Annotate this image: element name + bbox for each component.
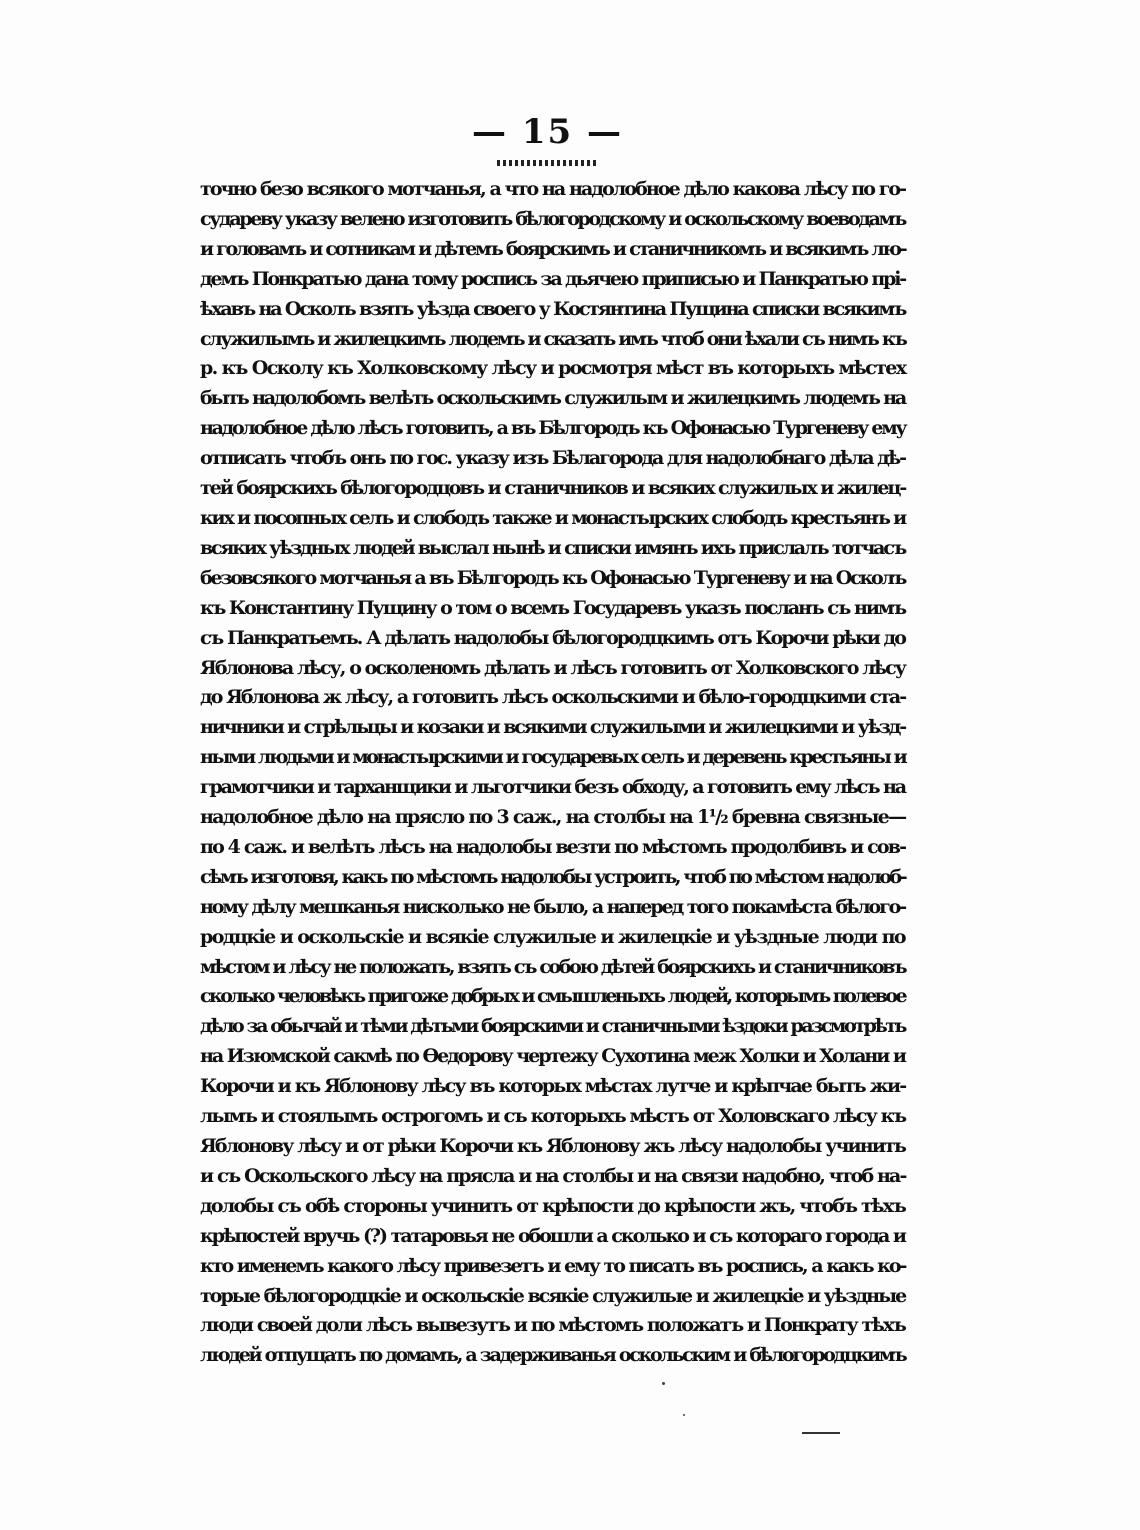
text-line: отписать чтобъ онъ по гос. указу изъ Бѣлагорода для надолобнаго дѣла дѣ- <box>200 447 905 470</box>
page-number-ornament <box>497 160 597 166</box>
text-line: кто именемъ какого лѣсу привезетъ и ему то писать въ роспись, а какъ ко- <box>200 1254 906 1277</box>
text-line: по 4 саж. и велѣть лѣсъ на надолобы везти по мѣстомъ продолбивъ и сов- <box>200 835 906 858</box>
text-line: дѣло за обычай и тѣми дѣтьми боярскими и станичными ѣздоки разсмотрѣть <box>200 1015 905 1038</box>
text-line: родцкіе и оскольскіе и всякіе служилые и жилецкіе и уѣздные люди по <box>200 925 905 948</box>
text-line: грамотчики и тарханщики и льготчики безъ обходу, а готовить ему лѣсъ на <box>200 776 905 799</box>
text-line: судареву указу велено изготовить бѣлогородскому и оскольскому воеводамъ <box>200 207 905 230</box>
text-line: быть надолобомъ велѣть оскольскимъ служилым и жилецкимъ людемъ на <box>200 387 905 410</box>
text-line: ничники и стрѣльцы и козаки и всякими служилыми и жилецкими и уѣзд- <box>200 716 906 739</box>
text-line: крѣпостей вручь (?) татаровья не обошли а сколько и съ котораго города и <box>200 1224 905 1247</box>
text-line: надолобное дѣло лѣсъ готовить, а въ Бѣлгородъ къ Офонасью Тургеневу ему <box>200 417 906 440</box>
body-text <box>200 175 905 1371</box>
text-line: лымъ и стоялымъ острогомъ и съ которыхъ мѣстъ от Холовскаго лѣсу къ <box>200 1105 906 1128</box>
text-line: Яблонову лѣсу и от рѣки Корочи къ Яблонову жъ лѣсу надолобы учинить <box>200 1135 905 1157</box>
text-line: люди своей доли лѣсъ вывезутъ и по мѣстомъ положатъ и Понкрату тѣхъ <box>200 1314 905 1337</box>
text-line: сколько человѣкъ пригоже добрых и смышленыхъ людей, которымъ полевое <box>200 985 905 1008</box>
text-line: на Изюмской сакмѣ по Ѳедорову чертежу Сухотина меж Холки и Холани и <box>200 1045 906 1068</box>
text-line: съ Панкратьемъ. А дѣлать надолобы бѣлогородцкимъ отъ Корочи рѣки до <box>200 626 905 649</box>
stray-mark <box>802 1432 840 1434</box>
text-line: Корочи и къ Яблонову лѣсу въ которых мѣстах лутче и крѣпчае быть жи- <box>200 1075 906 1098</box>
text-line: торые бѣлогородцкіе и оскольскіе всякіе служилые и жилецкіе и уѣздные <box>200 1284 906 1307</box>
text-line: ному дѣлу мешканья нисколько не было, а наперед того покамѣста бѣлого- <box>200 895 905 918</box>
text-line: сѣмъ изготовя, какъ по мѣстомъ надолобы устроить, чтоб по мѣстом надолоб- <box>200 865 906 888</box>
page-number: — 15 — <box>472 112 623 152</box>
text-line: тей боярскихъ бѣлогородцовъ и станичников и всяких служилых и жилец- <box>200 477 906 500</box>
text-line: къ Константину Пущину о том о всемъ Государевъ указъ посланъ съ нимъ <box>200 596 905 619</box>
text-line: Яблонова лѣсу, о осколеномъ дѣлать и лѣсъ готовить от Холковского лѣсу <box>200 656 906 679</box>
text-line: ными людьми и монастырскими и государевых селъ и деревень крестьяны и <box>200 746 906 769</box>
stray-dot <box>683 1414 685 1416</box>
text-line: ких и посопных селъ и слободъ также и монастырских слободъ крестьянъ и <box>200 506 906 529</box>
text-line: и съ Оскольского лѣсу на прясла и на столбы и на связи надобно, чтоб на- <box>200 1164 906 1187</box>
text-line: долобы съ обѣ стороны учинить от крѣпости до крѣпости жъ, чтобъ тѣхъ <box>200 1194 906 1217</box>
text-line: демъ Понкратью дана тому роспись за дьячею приписью и Панкратью прі- <box>200 267 906 290</box>
text-line: людей отпущать по домамъ, а задерживанья оскольским и бѣлогородцкимъ <box>200 1344 906 1367</box>
text-line: мѣстом и лѣсу не положать, взять съ собою дѣтей боярскихъ и станичниковъ <box>200 955 906 978</box>
text-line: служилымъ и жилецкимъ людемъ и сказать имъ чтоб они ѣхали съ нимъ къ <box>200 327 906 350</box>
text-line: ѣхавъ на Осколъ взять уѣзда своего у Костянтина Пущина списки всякимъ <box>200 297 906 320</box>
stray-dot <box>662 1382 665 1385</box>
text-line: р. къ Осколу къ Холковскому лѣсу и росмотря мѣст въ которыхъ мѣстех <box>200 357 906 380</box>
text-line: до Яблонова ж лѣсу, а готовить лѣсъ оскольскими и бѣло-городцкими ста- <box>200 686 906 709</box>
text-line: безовсякого мотчанья а въ Бѣлгородъ къ Офонасью Тургеневу и на Осколъ <box>200 566 906 589</box>
text-line: всяких уѣздных людей выслал нынѣ и списки имянъ ихъ прислалъ тотчасъ <box>200 536 905 559</box>
text-line: надолобное дѣло на прясло по 3 саж., на столбы на 1¹/₂ бревна связные— <box>200 806 906 829</box>
text-line: точно безо всякого мотчанья, а что на надолобное дѣло какова лѣсу по го- <box>200 178 906 200</box>
text-line: и головамъ и сотникам и дѣтемъ боярскимъ и станичникомъ и всякимъ лю- <box>200 237 906 260</box>
